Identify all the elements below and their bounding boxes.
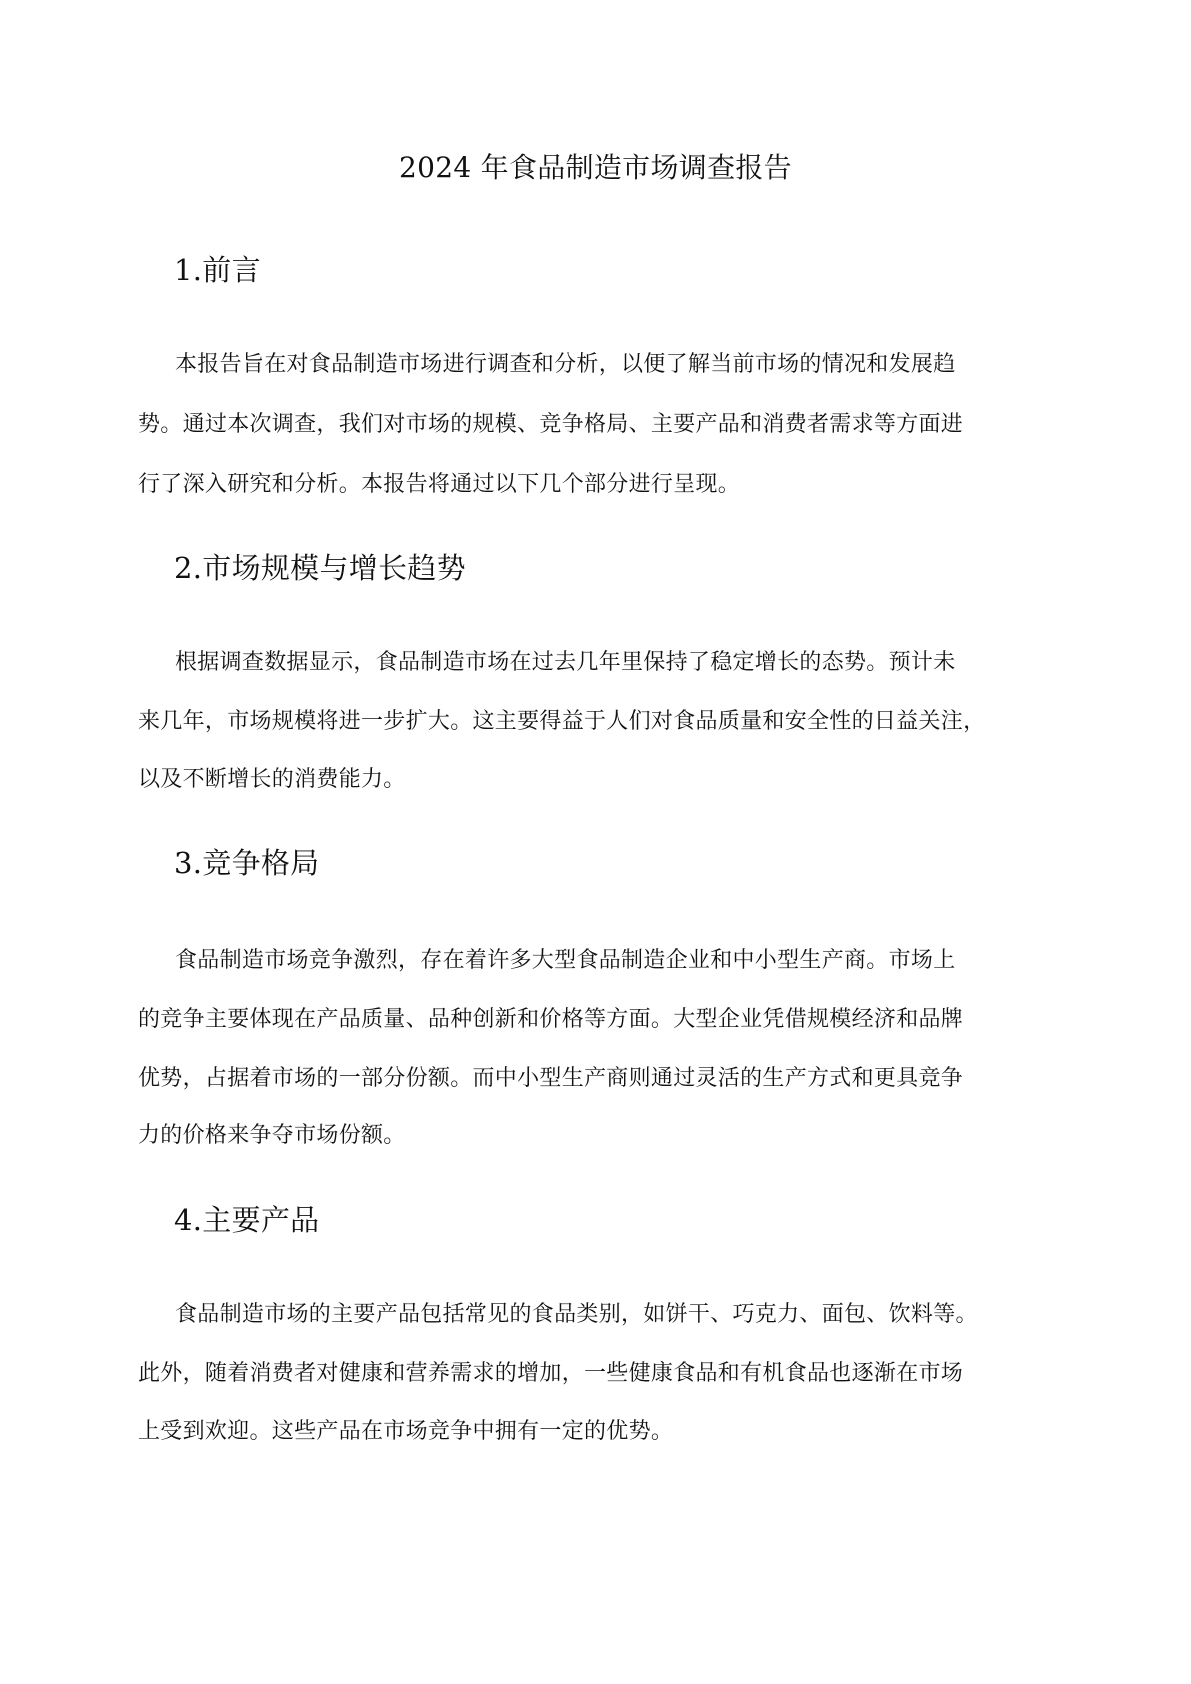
paragraph-line: 食品制造市场的主要产品包括常见的食品类别，如饼干、巧克力、面包、饮料等。 bbox=[175, 1302, 978, 1327]
paragraph-line: 此外，随着消费者对健康和营养需求的增加，一些健康食品和有机食品也逐渐在市场 bbox=[138, 1361, 964, 1386]
paragraph-line: 势。通过本次调查，我们对市场的规模、竞争格局、主要产品和消费者需求等方面进 bbox=[138, 412, 964, 437]
section-heading-preface: 1.前言 bbox=[174, 253, 261, 287]
paragraph-line: 本报告旨在对食品制造市场进行调查和分析，以便了解当前市场的情况和发展趋 bbox=[175, 352, 956, 377]
paragraph-line: 以及不断增长的消费能力。 bbox=[138, 767, 406, 792]
paragraph-line: 优势，占据着市场的一部分份额。而中小型生产商则通过灵活的生产方式和更具竞争 bbox=[138, 1066, 964, 1091]
paragraph-line: 食品制造市场竞争激烈，存在着许多大型食品制造企业和中小型生产商。市场上 bbox=[175, 948, 956, 973]
section-heading-market-size: 2.市场规模与增长趋势 bbox=[174, 551, 466, 585]
paragraph-line: 根据调查数据显示，食品制造市场在过去几年里保持了稳定增长的态势。预计未 bbox=[175, 650, 956, 675]
document-title: 2024 年食品制造市场调查报告 bbox=[399, 151, 792, 184]
paragraph-line: 力的价格来争夺市场份额。 bbox=[138, 1123, 406, 1148]
paragraph-line: 来几年，市场规模将进一步扩大。这主要得益于人们对食品质量和安全性的日益关注， bbox=[138, 709, 986, 734]
paragraph-line: 的竞争主要体现在产品质量、品种创新和价格等方面。大型企业凭借规模经济和品牌 bbox=[138, 1007, 964, 1032]
section-heading-main-products: 4.主要产品 bbox=[174, 1203, 320, 1237]
paragraph-line: 行了深入研究和分析。本报告将通过以下几个部分进行呈现。 bbox=[138, 472, 741, 497]
section-heading-competition: 3.竞争格局 bbox=[174, 846, 320, 880]
paragraph-line: 上受到欢迎。这些产品在市场竞争中拥有一定的优势。 bbox=[138, 1419, 674, 1444]
